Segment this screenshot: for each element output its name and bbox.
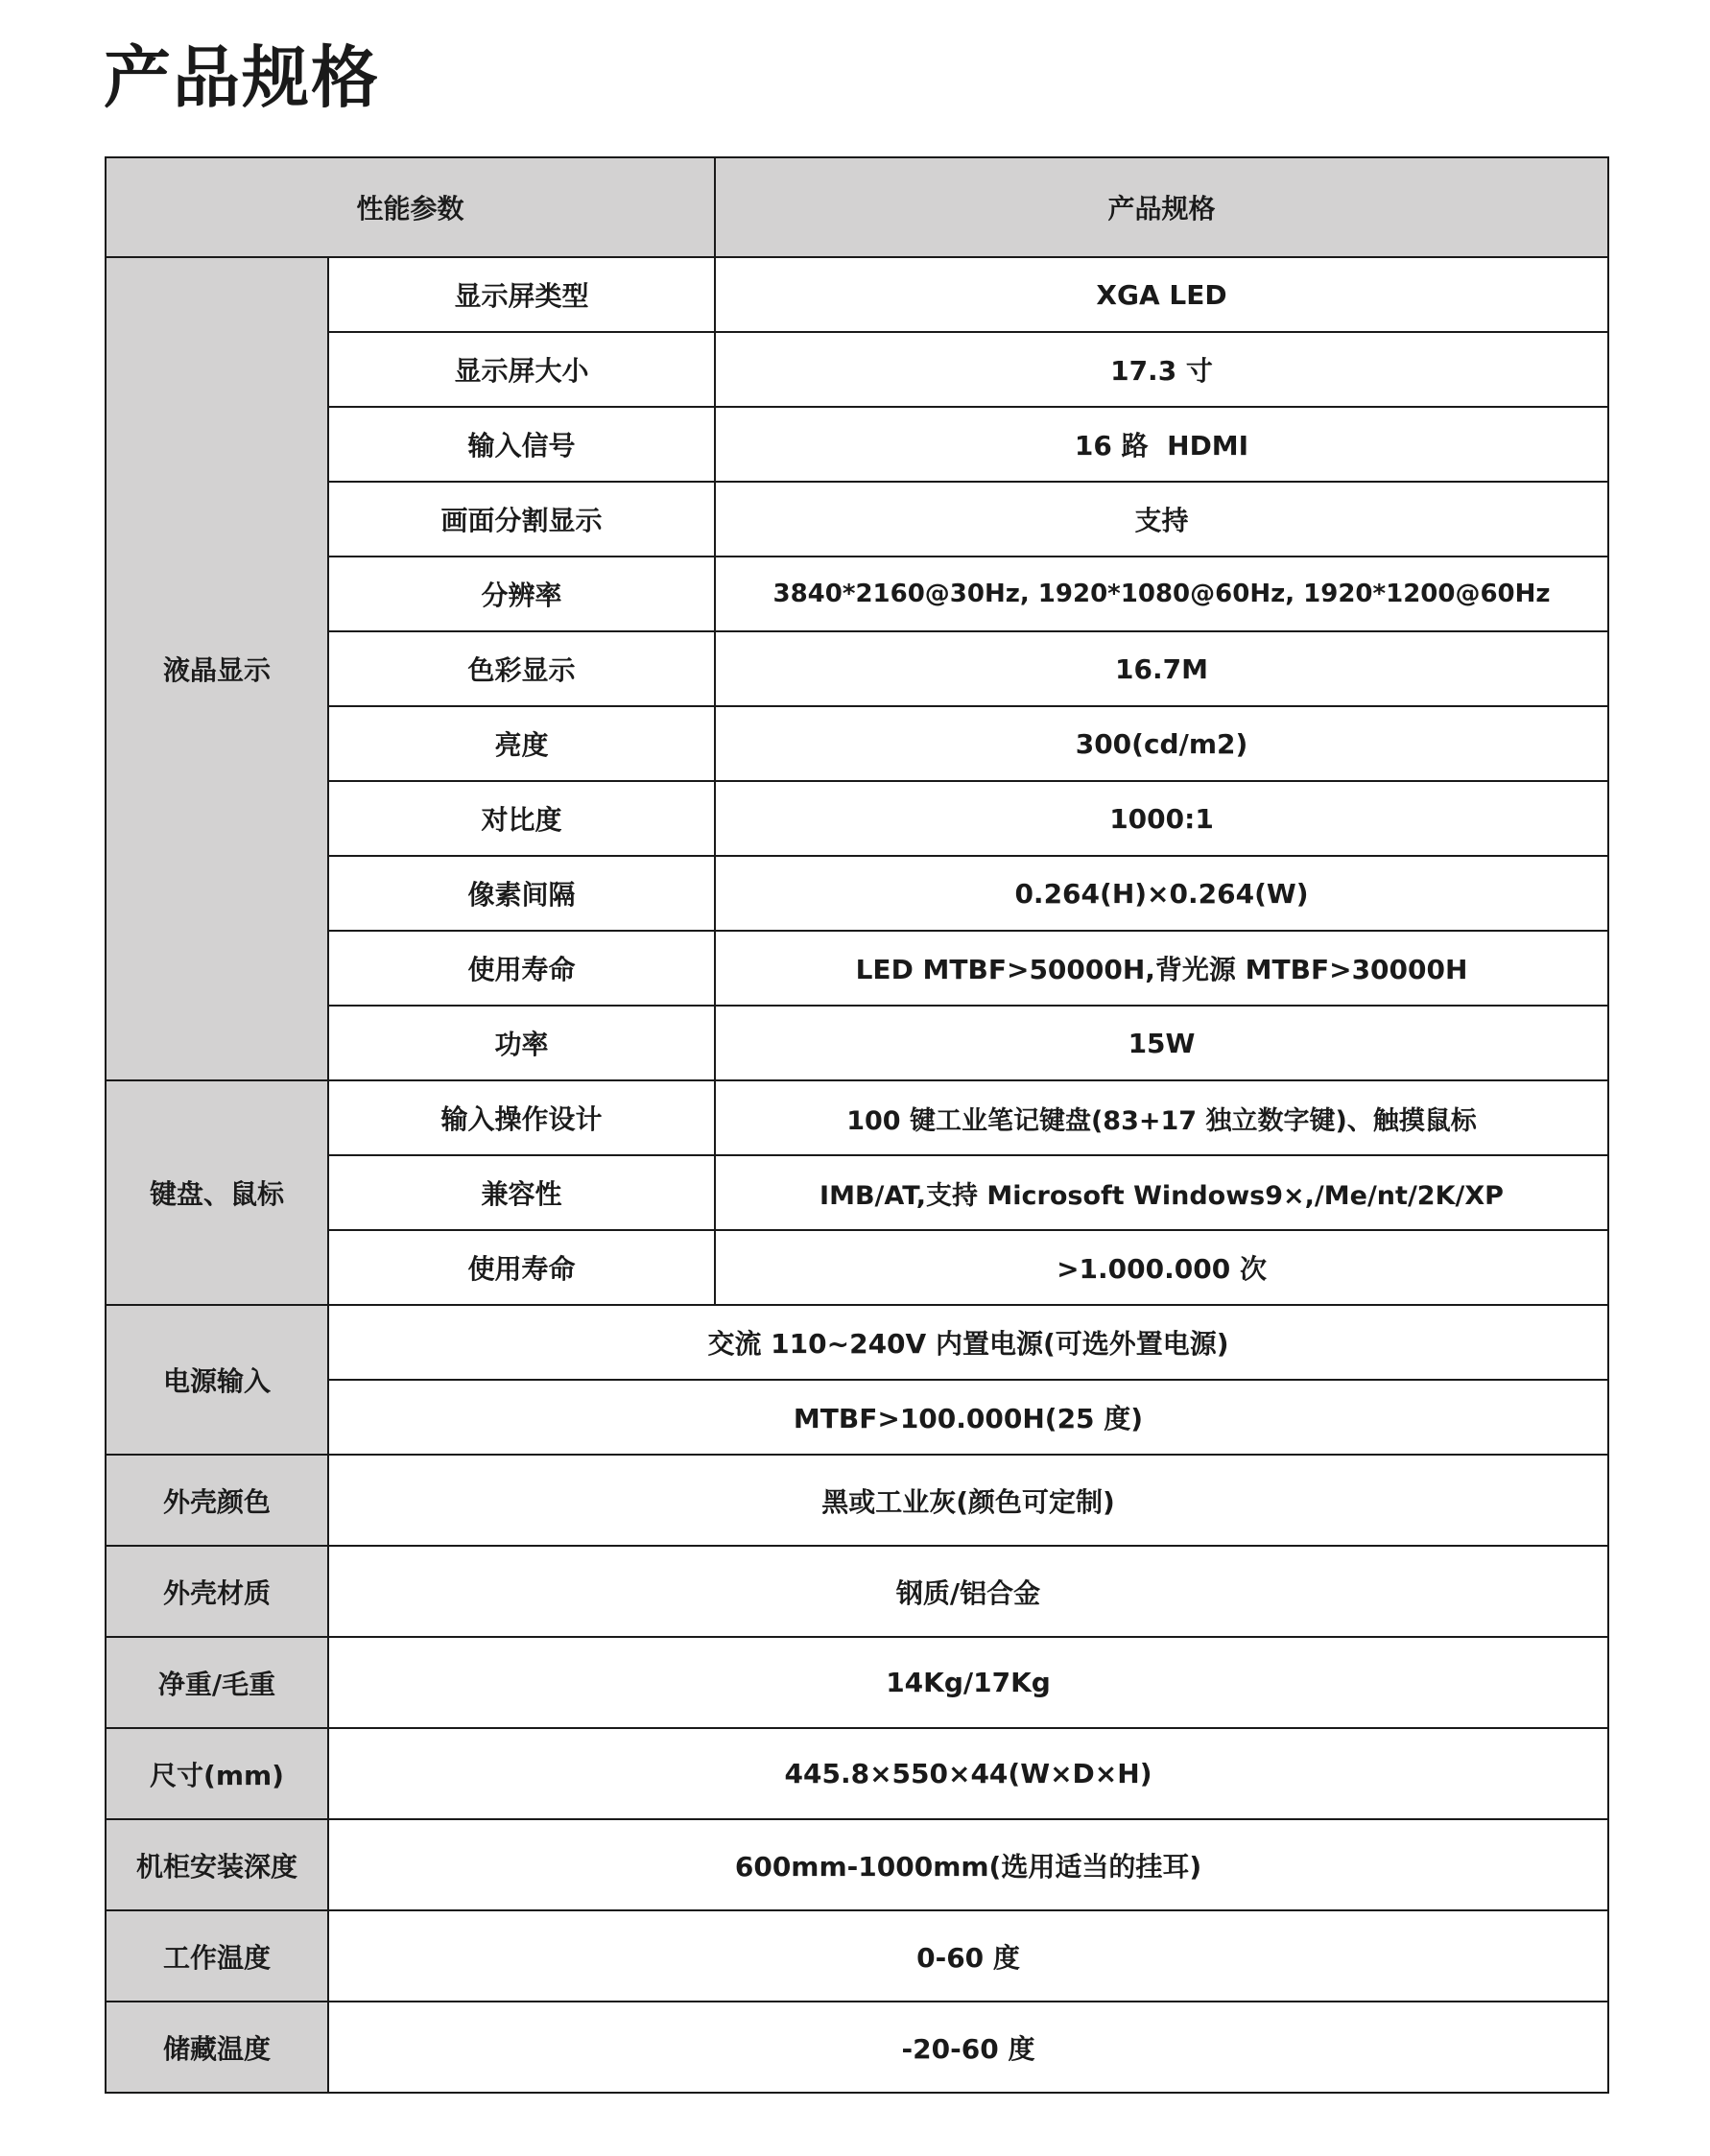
row-value: 黑或工业灰(颜色可定制) bbox=[328, 1455, 1608, 1546]
param-value: LED MTBF>50000H,背光源 MTBF>30000H bbox=[715, 931, 1608, 1006]
row-value: 钢质/铝合金 bbox=[328, 1546, 1608, 1637]
param-value: 3840*2160@30Hz, 1920*1080@60Hz, 1920*1200@60Hz bbox=[715, 557, 1608, 631]
table-row bbox=[106, 332, 1608, 407]
row-value: -20-60 度 bbox=[328, 2002, 1608, 2093]
row-value: 14Kg/17Kg bbox=[328, 1637, 1608, 1728]
param-name: 画面分割显示 bbox=[328, 482, 715, 557]
table-row bbox=[106, 1728, 1608, 1819]
param-name: 输入信号 bbox=[328, 407, 715, 482]
table-row bbox=[106, 257, 1608, 332]
row-label: 机柜安装深度 bbox=[106, 1819, 328, 1910]
row-label: 净重/毛重 bbox=[106, 1637, 328, 1728]
param-value: 100 键工业笔记键盘(83+17 独立数字键)、触摸鼠标 bbox=[715, 1080, 1608, 1155]
row-label: 储藏温度 bbox=[106, 2002, 328, 2093]
table-row bbox=[106, 1155, 1608, 1230]
param-value: 16 路 HDMI bbox=[715, 407, 1608, 482]
row-label: 外壳颜色 bbox=[106, 1455, 328, 1546]
page-title: 产品规格 bbox=[104, 38, 380, 117]
header-specs: 产品规格 bbox=[715, 157, 1608, 257]
table-row bbox=[106, 706, 1608, 781]
param-name: 输入操作设计 bbox=[328, 1080, 715, 1155]
group-label-lcd: 液晶显示 bbox=[106, 257, 328, 1080]
param-name: 对比度 bbox=[328, 781, 715, 856]
param-name: 使用寿命 bbox=[328, 931, 715, 1006]
param-name: 显示屏大小 bbox=[328, 332, 715, 407]
row-value: 600mm-1000mm(选用适当的挂耳) bbox=[328, 1819, 1608, 1910]
param-name: 分辨率 bbox=[328, 557, 715, 631]
table-row bbox=[106, 1080, 1608, 1155]
param-value: 15W bbox=[715, 1006, 1608, 1080]
table-row bbox=[106, 1819, 1608, 1910]
group-label-keyboard: 键盘、鼠标 bbox=[106, 1080, 328, 1305]
param-value: 支持 bbox=[715, 482, 1608, 557]
row-label: 工作温度 bbox=[106, 1910, 328, 2002]
row-label: 外壳材质 bbox=[106, 1546, 328, 1637]
spec-table bbox=[105, 156, 1609, 2094]
table-row bbox=[106, 482, 1608, 557]
param-name: 亮度 bbox=[328, 706, 715, 781]
param-value: 300(cd/m2) bbox=[715, 706, 1608, 781]
header-params: 性能参数 bbox=[106, 157, 715, 257]
table-row bbox=[106, 856, 1608, 931]
table-row bbox=[106, 1455, 1608, 1546]
table-row bbox=[106, 1380, 1608, 1455]
table-row bbox=[106, 407, 1608, 482]
table-row bbox=[106, 781, 1608, 856]
row-label: 尺寸(mm) bbox=[106, 1728, 328, 1819]
table-row bbox=[106, 1546, 1608, 1637]
param-value: IMB/AT,支持 Microsoft Windows9×,/Me/nt/2K/XP bbox=[715, 1155, 1608, 1230]
param-name: 使用寿命 bbox=[328, 1230, 715, 1305]
table-row bbox=[106, 1230, 1608, 1305]
param-value: 1000:1 bbox=[715, 781, 1608, 856]
param-name: 色彩显示 bbox=[328, 631, 715, 706]
table-row bbox=[106, 1006, 1608, 1080]
param-value: 17.3 寸 bbox=[715, 332, 1608, 407]
row-value: 445.8×550×44(W×D×H) bbox=[328, 1728, 1608, 1819]
group-label-power: 电源输入 bbox=[106, 1305, 328, 1455]
table-row bbox=[106, 931, 1608, 1006]
table-row bbox=[106, 1305, 1608, 1380]
table-row bbox=[106, 631, 1608, 706]
param-value: XGA LED bbox=[715, 257, 1608, 332]
param-name: 显示屏类型 bbox=[328, 257, 715, 332]
param-name: 兼容性 bbox=[328, 1155, 715, 1230]
table-row bbox=[106, 2002, 1608, 2093]
param-value: >1.000.000 次 bbox=[715, 1230, 1608, 1305]
table-row bbox=[106, 557, 1608, 631]
param-name: 功率 bbox=[328, 1006, 715, 1080]
header-row bbox=[106, 157, 1608, 257]
param-value: 16.7M bbox=[715, 631, 1608, 706]
param-name: 像素间隔 bbox=[328, 856, 715, 931]
param-value: 交流 110~240V 内置电源(可选外置电源) bbox=[328, 1305, 1608, 1380]
param-value: MTBF>100.000H(25 度) bbox=[328, 1380, 1608, 1455]
row-value: 0-60 度 bbox=[328, 1910, 1608, 2002]
table-row bbox=[106, 1637, 1608, 1728]
param-value: 0.264(H)×0.264(W) bbox=[715, 856, 1608, 931]
table-row bbox=[106, 1910, 1608, 2002]
